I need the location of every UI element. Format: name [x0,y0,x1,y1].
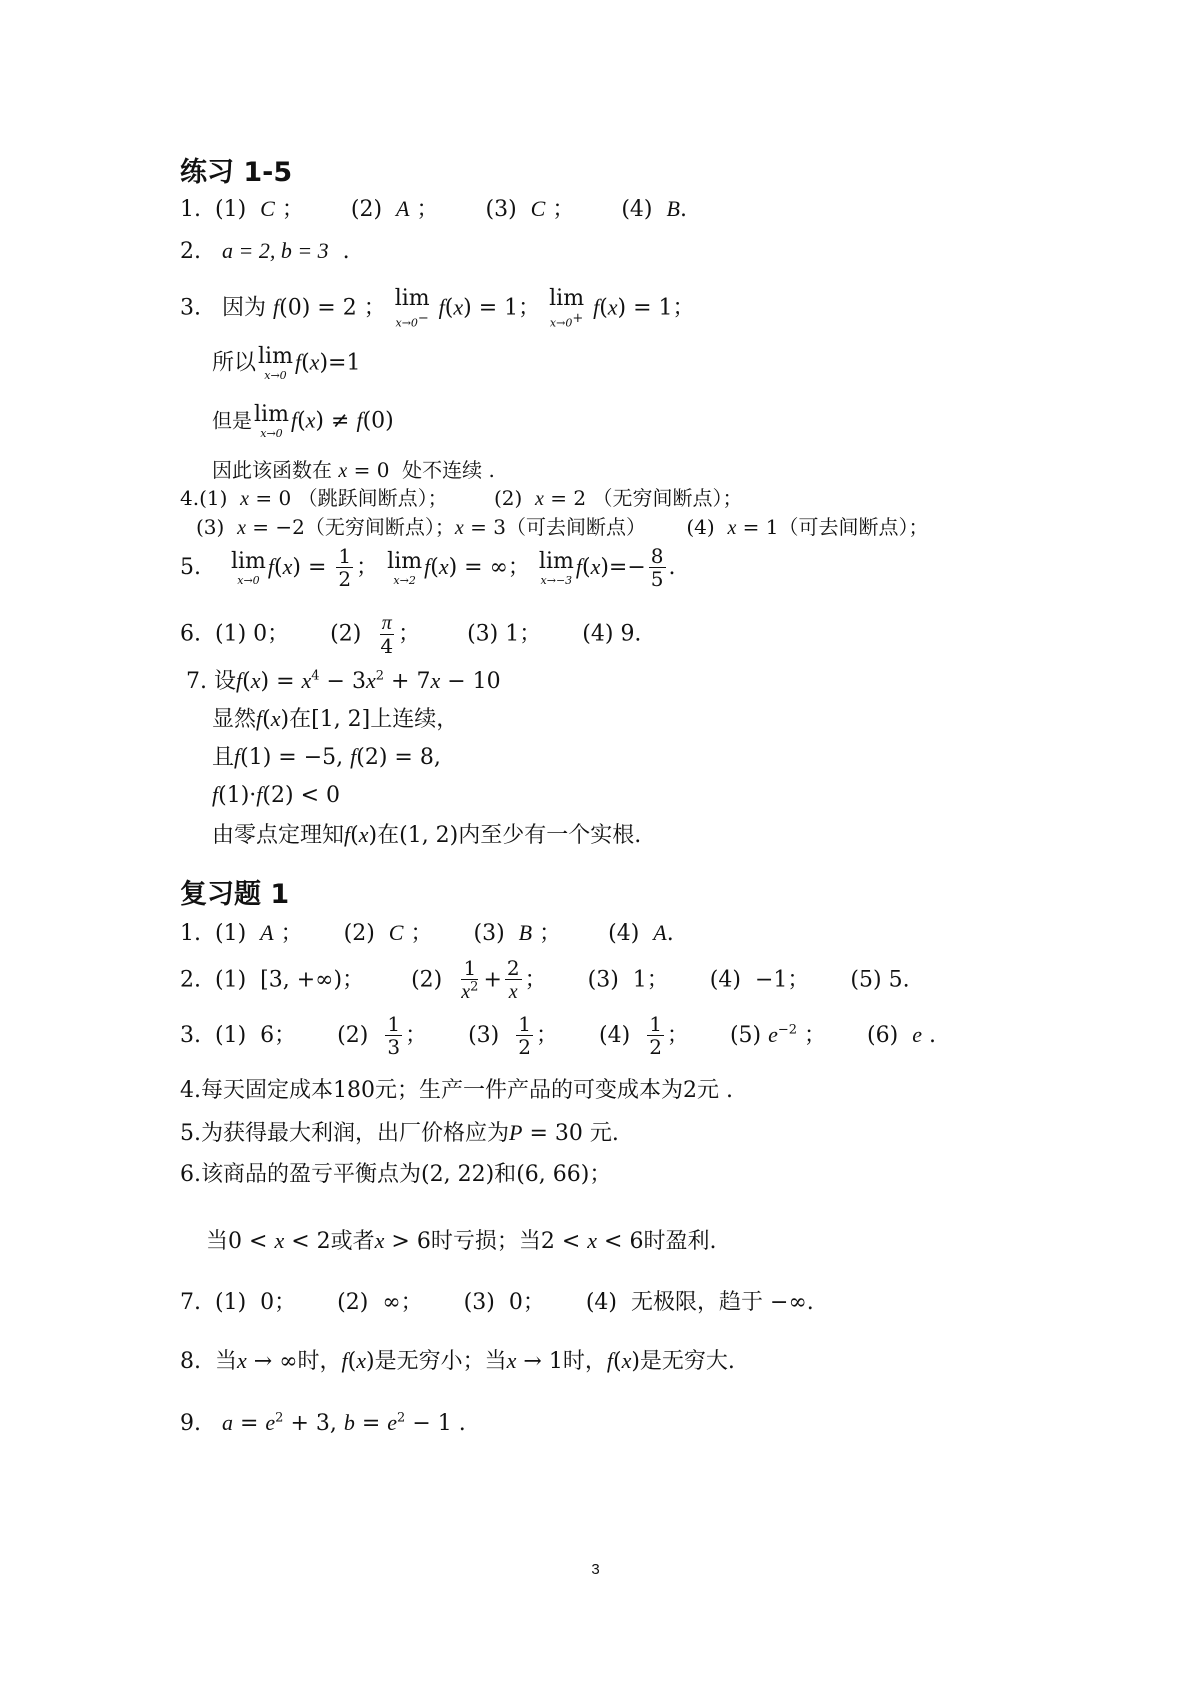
section-title-review: 复习题 1 [180,879,290,910]
ex-q5: 5. lim x→0 f(x) = $\frac{1}{2}$ ； lim x→2 f(x) = ∞； lim x→−3 f(x)=− $\frac{8}{5}$ . [180,544,676,591]
rev-q8: 8. 当x → ∞时，f(x)是无穷小；当x → 1时，f(x)是无穷大. [180,1348,735,1374]
rev-q6-line1: 6.该商品的盈亏平衡点为(2, 22)和(6, 66)； [180,1162,612,1187]
ex-q4-line2: (3) x = −2（无穷间断点）；x = 3（可去间断点） (4) x = 1（可去间断点）； [196,515,929,539]
ex-q3-line4: 因此该函数在 x = 0 处不连续 . [212,458,495,482]
page-number: 3 [591,1561,600,1578]
ex-q1: 1. (1) C ； (2) A ； (3) C ； (4) B. [180,196,687,222]
ex-q4-line1: 4.(1) x = 0 （跳跃间断点）； (2) x = 2 （无穷间断点）； [180,486,743,510]
ex-q3-line3: 但是 lim x→0 f(x) ≠ f(0) [212,402,394,440]
ex-q7-line4: f(1)·f(2) < 0 [212,782,340,808]
ex-q7-line2: 显然f(x)在[1, 2]上连续， [212,706,459,732]
ex-q7-line3: 且f(1) = −5, f(2) = 8, [212,744,441,770]
rev-q9: 9. $a = e^2 + 3$, $b = e^2 - 1$ . [180,1410,466,1436]
rev-q3: 3. (1) 6； (2) $\frac{1}{3}$ ； (3) $\frac{1}{2}$ ； (4) $\frac{1}{2}$ ； (5) $e^{-2}$ ； (6) e . [180,1012,936,1059]
ex-q7-line5: 由零点定理知f(x)在(1, 2)内至少有一个实根. [212,822,642,848]
rev-q6-line2: 当0 < x < 2或者x > 6时亏损；当2 < x < 6时盈利. [206,1228,717,1254]
ex-q7-line1: 7. 设$f(x) = x^4 - 3x^2 + 7x - 10$ [186,668,501,694]
section-title-exercise: 练习 1-5 [180,157,293,188]
ex-q3-line1: 3. 因为 f(0) = 2 ； lim x→0− f(x) = 1； lim x→0+ f(x) = 1； [180,286,695,330]
rev-q7: 7. (1) 0； (2) ∞； (3) 0； (4) 无极限，趋于 −∞. [180,1290,814,1315]
ex-q6: 6. (1) 0； (2) $\frac{\pi}{4}$ ； (3) 1； (4) 9. [180,612,642,658]
rev-q1: 1. (1) A ； (2) C ； (3) B ； (4) A. [180,920,674,946]
rev-q5: 5.为获得最大利润，出厂价格应为P = 30 元. [180,1120,619,1146]
ex-q3-line2: 所以 lim x→0 f(x)=1 [212,344,361,382]
rev-q2: 2. (1) [3, +∞)； (2) $\frac{1}{x^2}$ + $\frac{2}{x}$ ； (3) 1； (4) −1； (5) 5. [180,956,910,1003]
ex-q2: 2. a = 2, b = 3 . [180,238,350,264]
rev-q4: 4.每天固定成本180元；生产一件产品的可变成本为2元 . [180,1078,733,1103]
